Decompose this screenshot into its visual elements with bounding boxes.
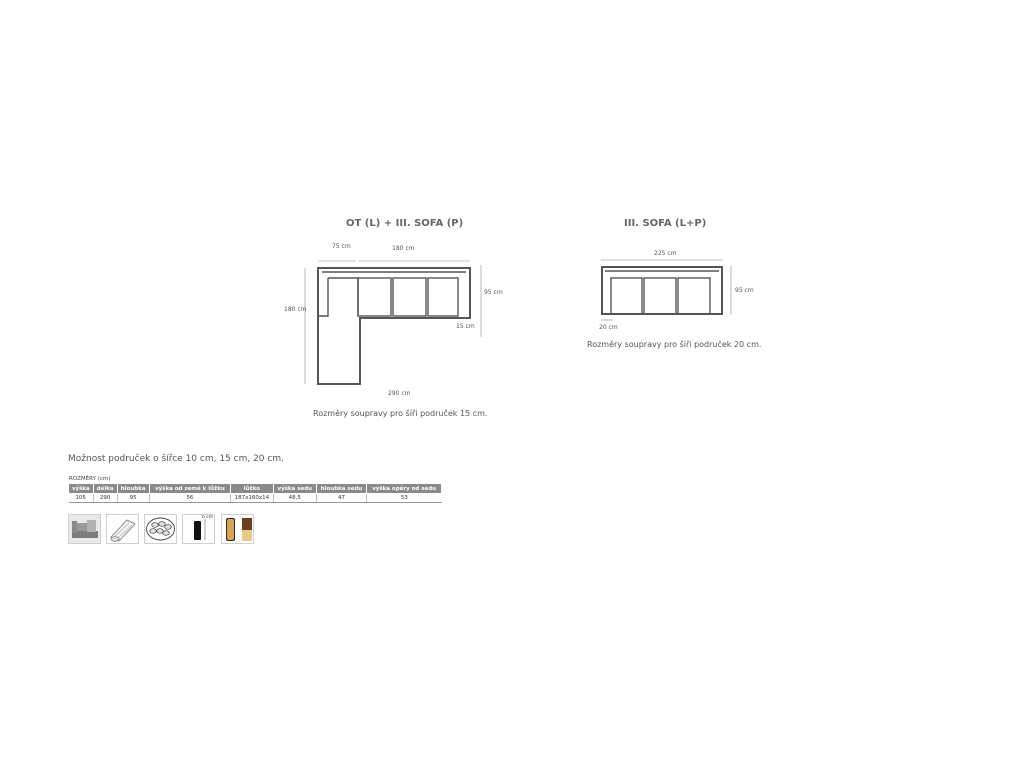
table-header: délka — [93, 484, 117, 494]
dim-290: 290 cm — [388, 390, 411, 397]
wood-legs-icon — [221, 514, 254, 544]
right-drawing-caption: Rozměry soupravy pro šíři područek 20 cm. — [587, 340, 762, 349]
dim-95: 95 cm — [484, 289, 503, 296]
table-header: lůžko — [230, 484, 273, 494]
table-header: výška — [69, 484, 94, 494]
table-row — [69, 494, 442, 503]
dim-20: 20 cm — [599, 324, 618, 331]
table-cell: 105 — [69, 494, 94, 503]
table-cell: 53 — [367, 494, 442, 503]
table-cell: 48,5 — [273, 494, 316, 503]
dim-15: 15 cm — [456, 323, 475, 330]
dim-75: 75 cm — [332, 243, 351, 250]
dim-95-right: 95 cm — [735, 287, 754, 294]
table-header: hloubka — [117, 484, 149, 494]
table-header-row — [69, 484, 442, 494]
left-drawing-caption: Rozměry soupravy pro šíři područek 15 cm. — [313, 409, 488, 418]
seat-cushion-1 — [358, 278, 391, 316]
table-cell: 95 — [117, 494, 149, 503]
table-cell: 47 — [316, 494, 367, 503]
straight-sofa-drawing — [595, 250, 740, 335]
table-header: výška opěry od sedu — [367, 484, 442, 494]
table-cell: 290 — [93, 494, 117, 503]
table-header: výška sedu — [273, 484, 316, 494]
armrest-options-note: Možnost područek o šířce 10 cm, 15 cm, 20 cm. — [68, 454, 284, 464]
table-cell: 187x160x14 — [230, 494, 273, 503]
dimensions-table-label: ROZMĚRY (cm) — [69, 476, 111, 482]
seat-cushion-c — [678, 278, 710, 314]
fabric-roll-icon — [106, 514, 139, 544]
leg-height-label: 6 cm — [202, 515, 214, 520]
straight-sofa-outline — [602, 267, 722, 314]
seat-cushion-b — [644, 278, 676, 314]
table-header: výška od země k lůžku — [149, 484, 230, 494]
right-drawing-title: III. SOFA (L+P) — [624, 218, 707, 229]
dim-180-left: 180 cm — [284, 306, 307, 313]
corner-sofa-drawing — [295, 240, 510, 390]
dimensions-table — [68, 483, 442, 503]
sofa-bed-icon — [68, 514, 101, 544]
table-header: hloubka sedu — [316, 484, 367, 494]
seat-cushion-2 — [393, 278, 426, 316]
corner-sofa-outline — [318, 268, 470, 384]
dim-180-top: 180 cm — [392, 245, 415, 252]
chaise-seat — [328, 278, 358, 316]
leg-height-icon — [182, 514, 215, 544]
pocket-springs-icon — [144, 514, 177, 544]
seat-cushion-3 — [428, 278, 458, 316]
left-drawing-title: OT (L) + III. SOFA (P) — [346, 218, 464, 229]
seat-cushion-a — [611, 278, 642, 314]
dim-225: 225 cm — [654, 250, 677, 257]
table-cell: 56 — [149, 494, 230, 503]
